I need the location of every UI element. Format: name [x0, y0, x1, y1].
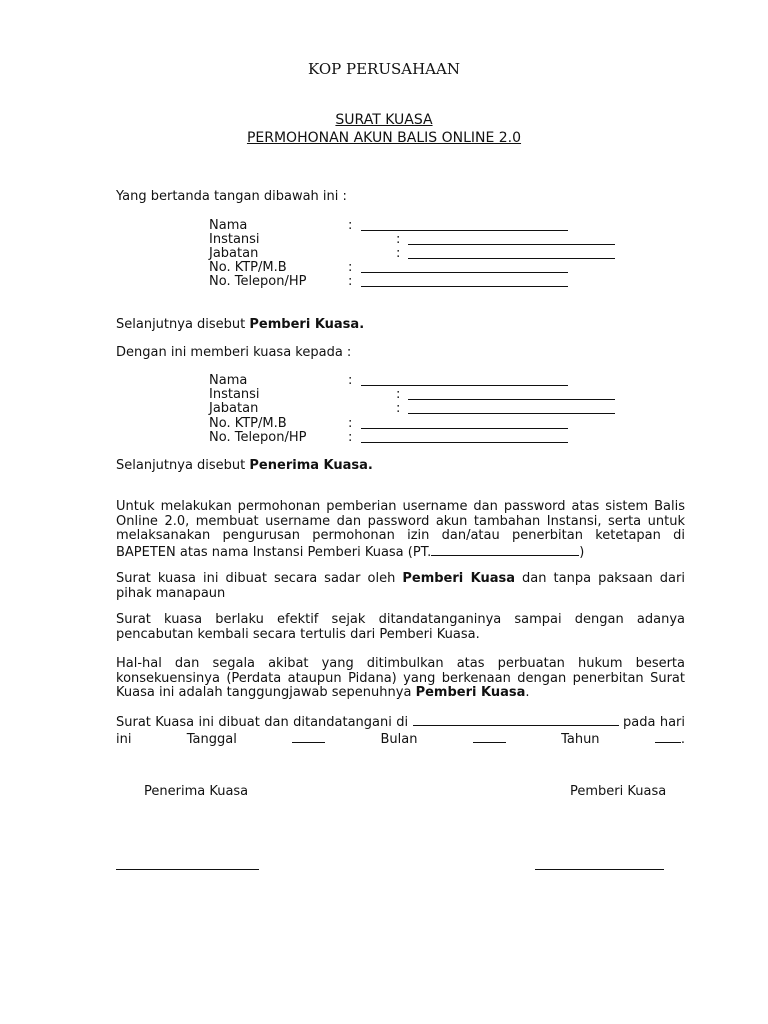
purpose-text: Untuk melakukan permohonan pemberian username dan password atas sistem Balis Online 2.0, membuat username dan password akun tambahan Instansi, serta untuk melaksanakan pengurusan permohonan izin dan/atau penerbitan ketetapan di BAPETEN atas nama Instansi Pemberi Kuasa (PT.	[116, 499, 685, 560]
field-colon: :	[396, 246, 401, 261]
grantor-signature-line[interactable]	[535, 869, 664, 870]
grantee-signature-line[interactable]	[116, 869, 259, 870]
signing-text: Surat Kuasa ini dibuat dan ditandatangani di	[116, 715, 409, 730]
field-row-ktp	[0, 416, 768, 430]
telepon-blank[interactable]	[361, 286, 568, 287]
voluntary-paragraph	[116, 572, 685, 601]
field-label: No. Telepon/HP	[209, 274, 307, 289]
field-colon: :	[396, 401, 401, 416]
grantor-term: Pemberi Kuasa	[402, 571, 516, 586]
period: .	[680, 731, 686, 747]
company-name-blank[interactable]	[431, 544, 579, 556]
grantee-signature-label: Penerima Kuasa	[144, 784, 249, 799]
nama-blank[interactable]	[361, 385, 568, 386]
field-colon: :	[396, 387, 401, 402]
telepon-blank[interactable]	[361, 442, 568, 443]
field-row-jabatan	[0, 401, 768, 415]
month-blank[interactable]	[473, 731, 506, 743]
voluntary-text-end: dan tanpa paksaan dari pihak manapaun	[116, 571, 685, 601]
purpose-paragraph	[116, 500, 685, 560]
month-label: Bulan	[380, 731, 418, 747]
field-colon: :	[348, 218, 353, 233]
grantor-statement	[116, 317, 364, 332]
field-row-jabatan	[0, 246, 768, 260]
field-label: No. Telepon/HP	[209, 430, 307, 445]
signing-paragraph	[116, 714, 685, 747]
field-label: No. KTP/M.B	[209, 416, 287, 431]
grantee-term: Penerima Kuasa.	[249, 458, 373, 473]
field-row-instansi	[0, 387, 768, 401]
field-label: Jabatan	[209, 401, 259, 416]
ktp-blank[interactable]	[361, 272, 568, 273]
title-line-2: PERMOHONAN AKUN BALIS ONLINE 2.0	[246, 130, 522, 146]
grantor-signature-label: Pemberi Kuasa	[570, 784, 667, 799]
field-label: Nama	[209, 373, 248, 388]
field-row-nama	[0, 218, 768, 232]
field-colon: :	[348, 260, 353, 275]
statement-prefix: Selanjutnya disebut	[116, 458, 250, 473]
nama-blank[interactable]	[361, 230, 568, 231]
field-label: Jabatan	[209, 246, 259, 261]
grantor-term: Pemberi Kuasa	[415, 685, 526, 700]
field-row-instansi	[0, 232, 768, 246]
field-colon: :	[348, 416, 353, 431]
letterhead: KOP PERUSAHAAN	[308, 60, 460, 78]
intro-text: Yang bertanda tangan dibawah ini :	[116, 189, 347, 204]
liability-paragraph	[116, 657, 685, 701]
field-colon: :	[348, 373, 353, 388]
grantor-term: Pemberi Kuasa.	[249, 317, 365, 332]
statement-prefix: Selanjutnya disebut	[116, 317, 250, 332]
field-row-ktp	[0, 260, 768, 274]
field-colon: :	[348, 430, 353, 445]
place-blank[interactable]	[413, 714, 619, 726]
grantee-statement	[116, 458, 373, 473]
field-label: Instansi	[209, 232, 260, 247]
authorization-intro: Dengan ini memberi kuasa kepada :	[116, 345, 352, 360]
field-label: No. KTP/M.B	[209, 260, 287, 275]
paren-close: )	[579, 544, 585, 560]
field-row-nama	[0, 373, 768, 387]
liability-text: Hal-hal dan segala akibat yang ditimbulkan atas perbuatan hukum beserta konsekuensinya (Perdata ataupun Pidana) yang berkenaan dengan penerbitan Surat Kuasa ini adalah tanggungjawab sepenuhnya	[116, 656, 685, 700]
field-colon: :	[396, 232, 401, 247]
field-row-telepon	[0, 274, 768, 288]
validity-paragraph: Surat kuasa berlaku efektif sejak ditandatanganinya sampai dengan adanya pencabutan kembali secara tertulis dari Pemberi Kuasa.	[116, 612, 685, 642]
day-blank[interactable]	[292, 731, 325, 743]
jabatan-blank[interactable]	[408, 258, 615, 259]
voluntary-text: Surat kuasa ini dibuat secara sadar oleh	[116, 571, 403, 586]
title-line-1: SURAT KUASA	[335, 112, 433, 128]
year-blank[interactable]	[655, 731, 681, 743]
date-label: pada hari ini Tanggal	[116, 715, 686, 747]
year-label: Tahun	[561, 731, 600, 747]
field-row-telepon	[0, 430, 768, 444]
period: .	[525, 685, 530, 700]
field-colon: :	[348, 274, 353, 289]
field-label: Nama	[209, 218, 248, 233]
instansi-blank[interactable]	[408, 244, 615, 245]
jabatan-blank[interactable]	[408, 413, 615, 414]
instansi-blank[interactable]	[408, 399, 615, 400]
ktp-blank[interactable]	[361, 428, 568, 429]
field-label: Instansi	[209, 387, 260, 402]
